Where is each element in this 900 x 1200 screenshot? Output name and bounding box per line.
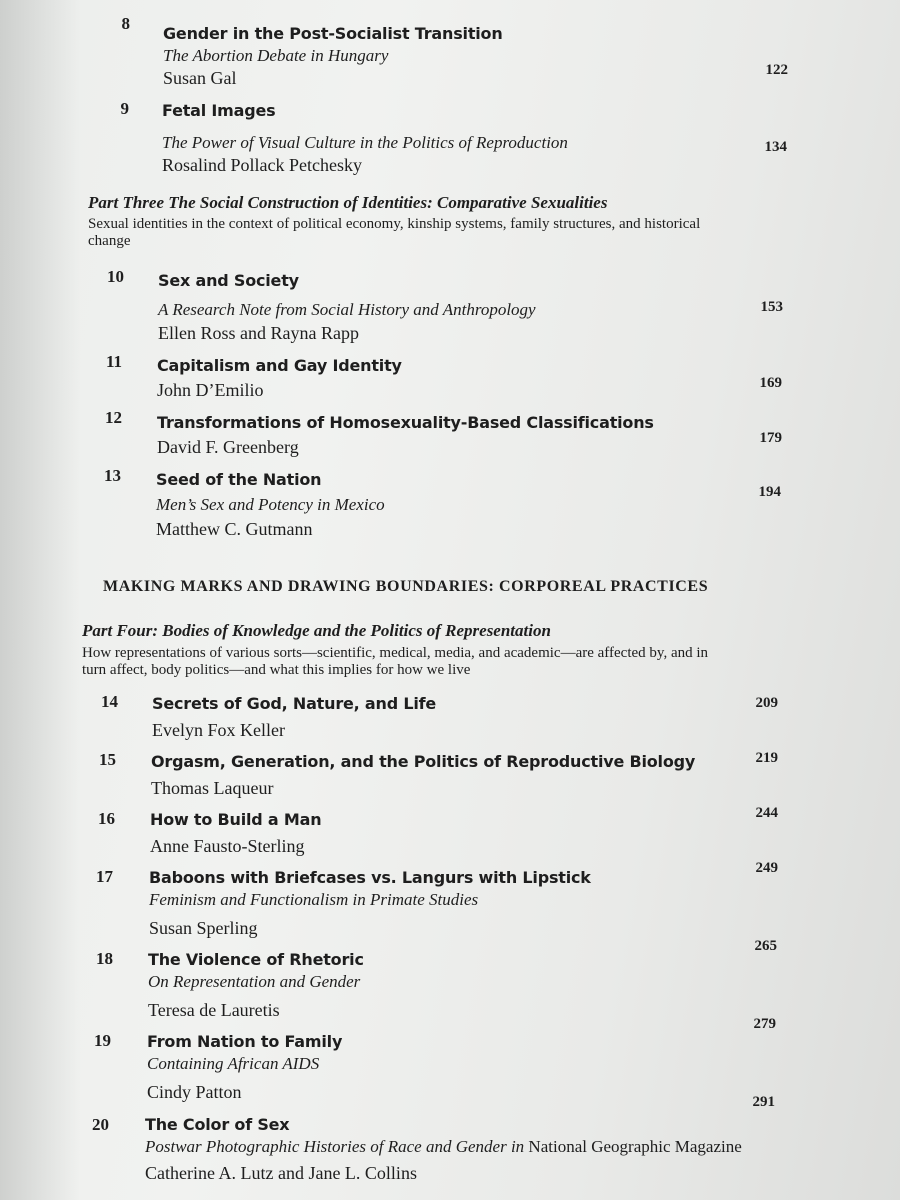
chapter-subtitle: The Power of Visual Culture in the Politics of Reproduction [162, 133, 568, 152]
chapter-title: Capitalism and Gay Identity [157, 356, 402, 375]
chapter-title: Seed of the Nation [156, 470, 322, 489]
part-four-heading: Part Four: Bodies of Knowledge and the Politics of Representation [82, 621, 551, 640]
page-number: 244 [755, 805, 778, 821]
chapter-author: Susan Gal [163, 68, 237, 88]
chapter-title: Baboons with Briefcases vs. Langurs with Lipstick [149, 868, 591, 887]
chapter-title: How to Build a Man [150, 810, 322, 829]
chapter-subtitle: Containing African AIDS [147, 1054, 320, 1073]
chapter-number: 13 [104, 466, 121, 485]
chapter-subtitle: A Research Note from Social History and Anthropology [158, 300, 536, 319]
chapter-title: Fetal Images [162, 101, 276, 120]
chapter-author: Susan Sperling [149, 918, 258, 938]
chapter-number: 17 [96, 867, 113, 886]
chapter-author: Catherine A. Lutz and Jane L. Collins [145, 1163, 417, 1183]
page-number: 179 [759, 430, 782, 446]
page-number: 209 [755, 695, 778, 711]
subtitle-roman-part: National Geographic Magazine [528, 1137, 742, 1156]
chapter-author: David F. Greenberg [157, 437, 299, 457]
chapter-title: Gender in the Post-Socialist Transition [163, 24, 503, 43]
chapter-author: John D’Emilio [157, 380, 264, 400]
page-number: 249 [755, 860, 778, 876]
chapter-title: The Violence of Rhetoric [148, 950, 364, 969]
chapter-number: 11 [105, 352, 122, 371]
subtitle-italic-part: Postwar Photographic Histories of Race and Gender in [145, 1137, 529, 1156]
chapter-title: From Nation to Family [147, 1032, 343, 1051]
page-curve-shadow [0, 0, 80, 1200]
chapter-title: Sex and Society [158, 271, 299, 290]
chapter-author: Teresa de Lauretis [148, 1000, 280, 1020]
chapter-author: Matthew C. Gutmann [156, 519, 313, 539]
chapter-title: Secrets of God, Nature, and Life [152, 694, 437, 713]
page-number: 219 [755, 750, 778, 766]
chapter-number: 16 [98, 809, 115, 828]
chapter-author: Cindy Patton [147, 1082, 242, 1102]
chapter-number: 19 [94, 1031, 111, 1050]
page-number: 122 [765, 62, 788, 78]
chapter-number: 18 [96, 949, 113, 968]
section-heading: MAKING MARKS AND DRAWING BOUNDARIES: CORPOREAL PRACTICES [103, 578, 709, 595]
page-number: 291 [752, 1094, 775, 1110]
chapter-subtitle: On Representation and Gender [148, 972, 361, 991]
chapter-subtitle: The Abortion Debate in Hungary [163, 46, 389, 65]
chapter-author: Anne Fausto-Sterling [150, 836, 305, 856]
page-number: 153 [760, 299, 783, 315]
part-three-heading: Part Three The Social Construction of Identities: Comparative Sexualities [88, 193, 608, 212]
page-number: 169 [759, 375, 782, 391]
chapter-subtitle: Feminism and Functionalism in Primate Studies [149, 890, 479, 909]
chapter-author: Ellen Ross and Rayna Rapp [158, 323, 359, 343]
chapter-number: 20 [92, 1115, 109, 1134]
chapter-number: 15 [99, 750, 116, 769]
page-number: 265 [754, 938, 777, 954]
chapter-subtitle [145, 1137, 742, 1157]
chapter-title: Transformations of Homosexuality-Based Classifications [157, 413, 654, 432]
page-number: 279 [753, 1016, 776, 1032]
chapter-number: 8 [121, 14, 130, 33]
part-four-description: How representations of various sorts—scientific, medical, media, and academic—are affected by, and in turn affect, body politics—and what this implies for how we live [82, 645, 709, 678]
chapter-subtitle: Men’s Sex and Potency in Mexico [156, 495, 385, 514]
chapter-number: 12 [105, 408, 122, 427]
chapter-author: Rosalind Pollack Petchesky [162, 155, 362, 175]
chapter-author: Evelyn Fox Keller [152, 720, 285, 740]
chapter-number: 9 [120, 99, 129, 118]
chapter-title: Orgasm, Generation, and the Politics of Reproductive Biology [151, 752, 696, 771]
part-three-description: Sexual identities in the context of political economy, kinship systems, family structures, and historical change [88, 216, 701, 249]
chapter-number: 10 [107, 267, 124, 286]
page-number: 194 [758, 484, 781, 500]
chapter-number: 14 [101, 692, 118, 711]
chapter-title: The Color of Sex [145, 1115, 290, 1134]
chapter-author: Thomas Laqueur [151, 778, 274, 798]
page-number: 134 [764, 139, 787, 155]
